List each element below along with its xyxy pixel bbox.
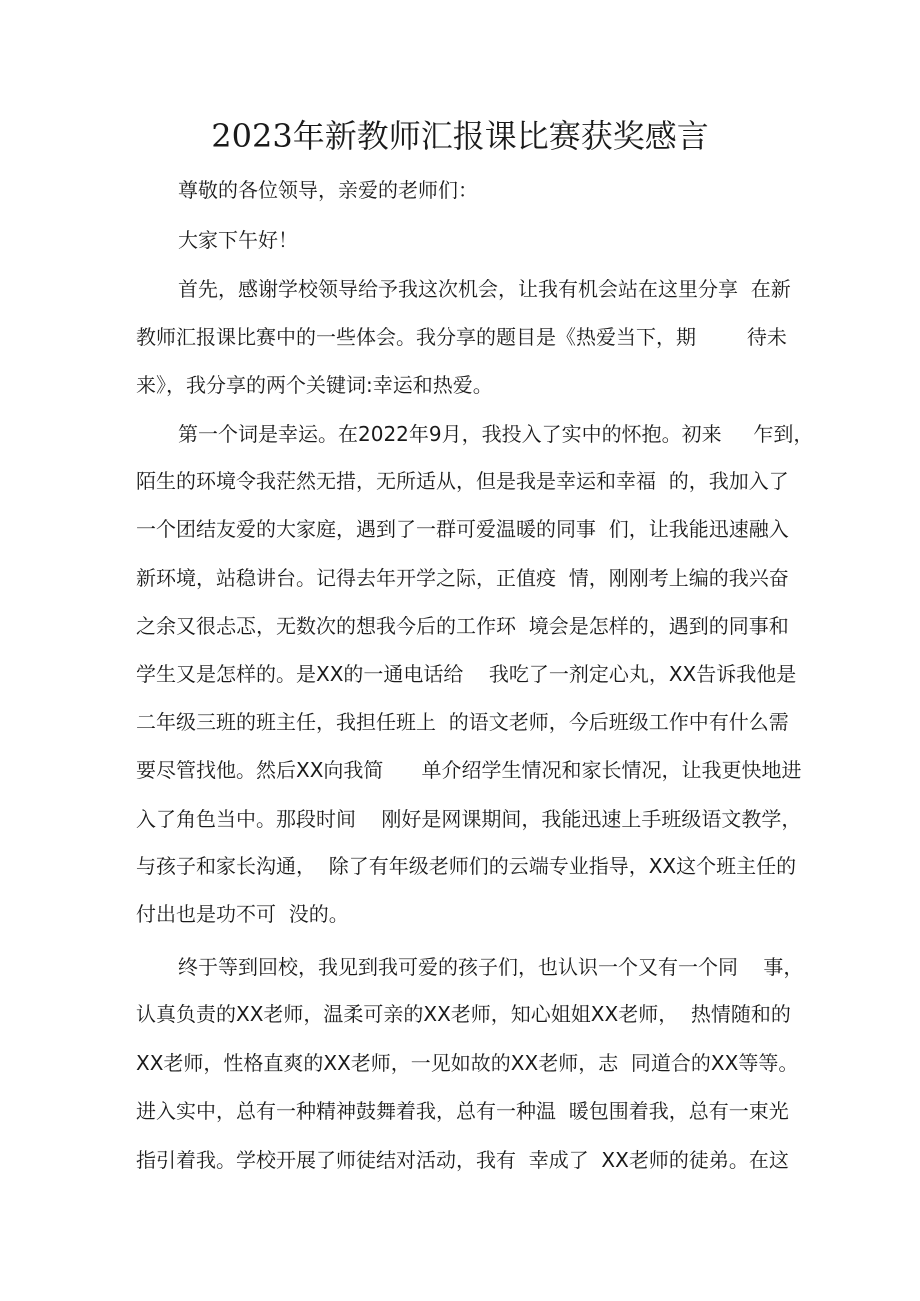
paragraph-line: 入了角色当中。那段时间 刚好是网课期间，我能迅速上手班级语文教学， bbox=[136, 807, 802, 831]
paragraph-line: 一个团结友爱的大家庭，遇到了一群可爱温暖的同事 们，让我能迅速融入 bbox=[136, 517, 789, 541]
paragraph-line: 与孩子和家长沟通， 除了有年级老师们的云端专业指导，XX这个班主任的 bbox=[136, 854, 797, 878]
paragraph-line: 指引着我。学校开展了师徒结对活动，我有 幸成了 XX老师的徒弟。在这 bbox=[136, 1148, 789, 1172]
paragraph-line: 首先，感谢学校领导给予我这次机会，让我有机会站在这里分享 在新 bbox=[178, 277, 791, 301]
paragraph-line: 学生又是怎样的。是XX的一通电话给 我吃了一剂定心丸，XX告诉我他是 bbox=[136, 662, 797, 686]
paragraph-line: 陌生的环境令我茫然无措，无所适从，但是我是幸运和幸福 的，我加入了 bbox=[136, 469, 789, 493]
paragraph-line: 付出也是功不可 没的。 bbox=[136, 902, 349, 926]
paragraph-line: 要尽管找他。然后XX向我简 单介绍学生情况和家长情况，让我更快地进 bbox=[136, 758, 802, 782]
paragraph-line: 来》，我分享的两个关键词:幸运和热爱。 bbox=[136, 373, 493, 397]
salutation-line: 尊敬的各位领导，亲爱的老师们： bbox=[178, 178, 478, 202]
paragraph-line: 进入实中，总有一种精神鼓舞着我，总有一种温 暖包围着我，总有一束光 bbox=[136, 1099, 789, 1123]
paragraph-line: XX老师，性格直爽的XX老师，一见如故的XX老师，志 同道合的XX等等。 bbox=[136, 1051, 799, 1075]
paragraph-line: 新环境，站稳讲台。记得去年开学之际，正值疫 情，刚刚考上编的我兴奋 bbox=[136, 566, 789, 590]
paragraph-line: 教师汇报课比赛中的一些体会。我分享的题目是《热爱当下，期 待未 bbox=[136, 325, 787, 349]
paragraph-line: 二年级三班的班主任，我担任班上 的语文老师，今后班级工作中有什么需 bbox=[136, 710, 789, 734]
paragraph-line: 之余又很忐忑，无数次的想我今后的工作环 境会是怎样的，遇到的同事和 bbox=[136, 614, 789, 638]
greeting-line: 大家下午好！ bbox=[178, 228, 298, 252]
document-title: 2023年新教师汇报课比赛获奖感言 bbox=[211, 117, 709, 155]
paragraph-line: 第一个词是幸运。在2022年9月，我投入了实中的怀抱。初来 乍到， bbox=[178, 422, 814, 446]
paragraph-line: 认真负责的XX老师，温柔可亲的XX老师，知心姐姐XX老师， 热情随和的 bbox=[136, 1002, 791, 1026]
paragraph-line: 终于等到回校，我见到我可爱的孩子们，也认识一个又有一个同 事， bbox=[178, 955, 804, 979]
